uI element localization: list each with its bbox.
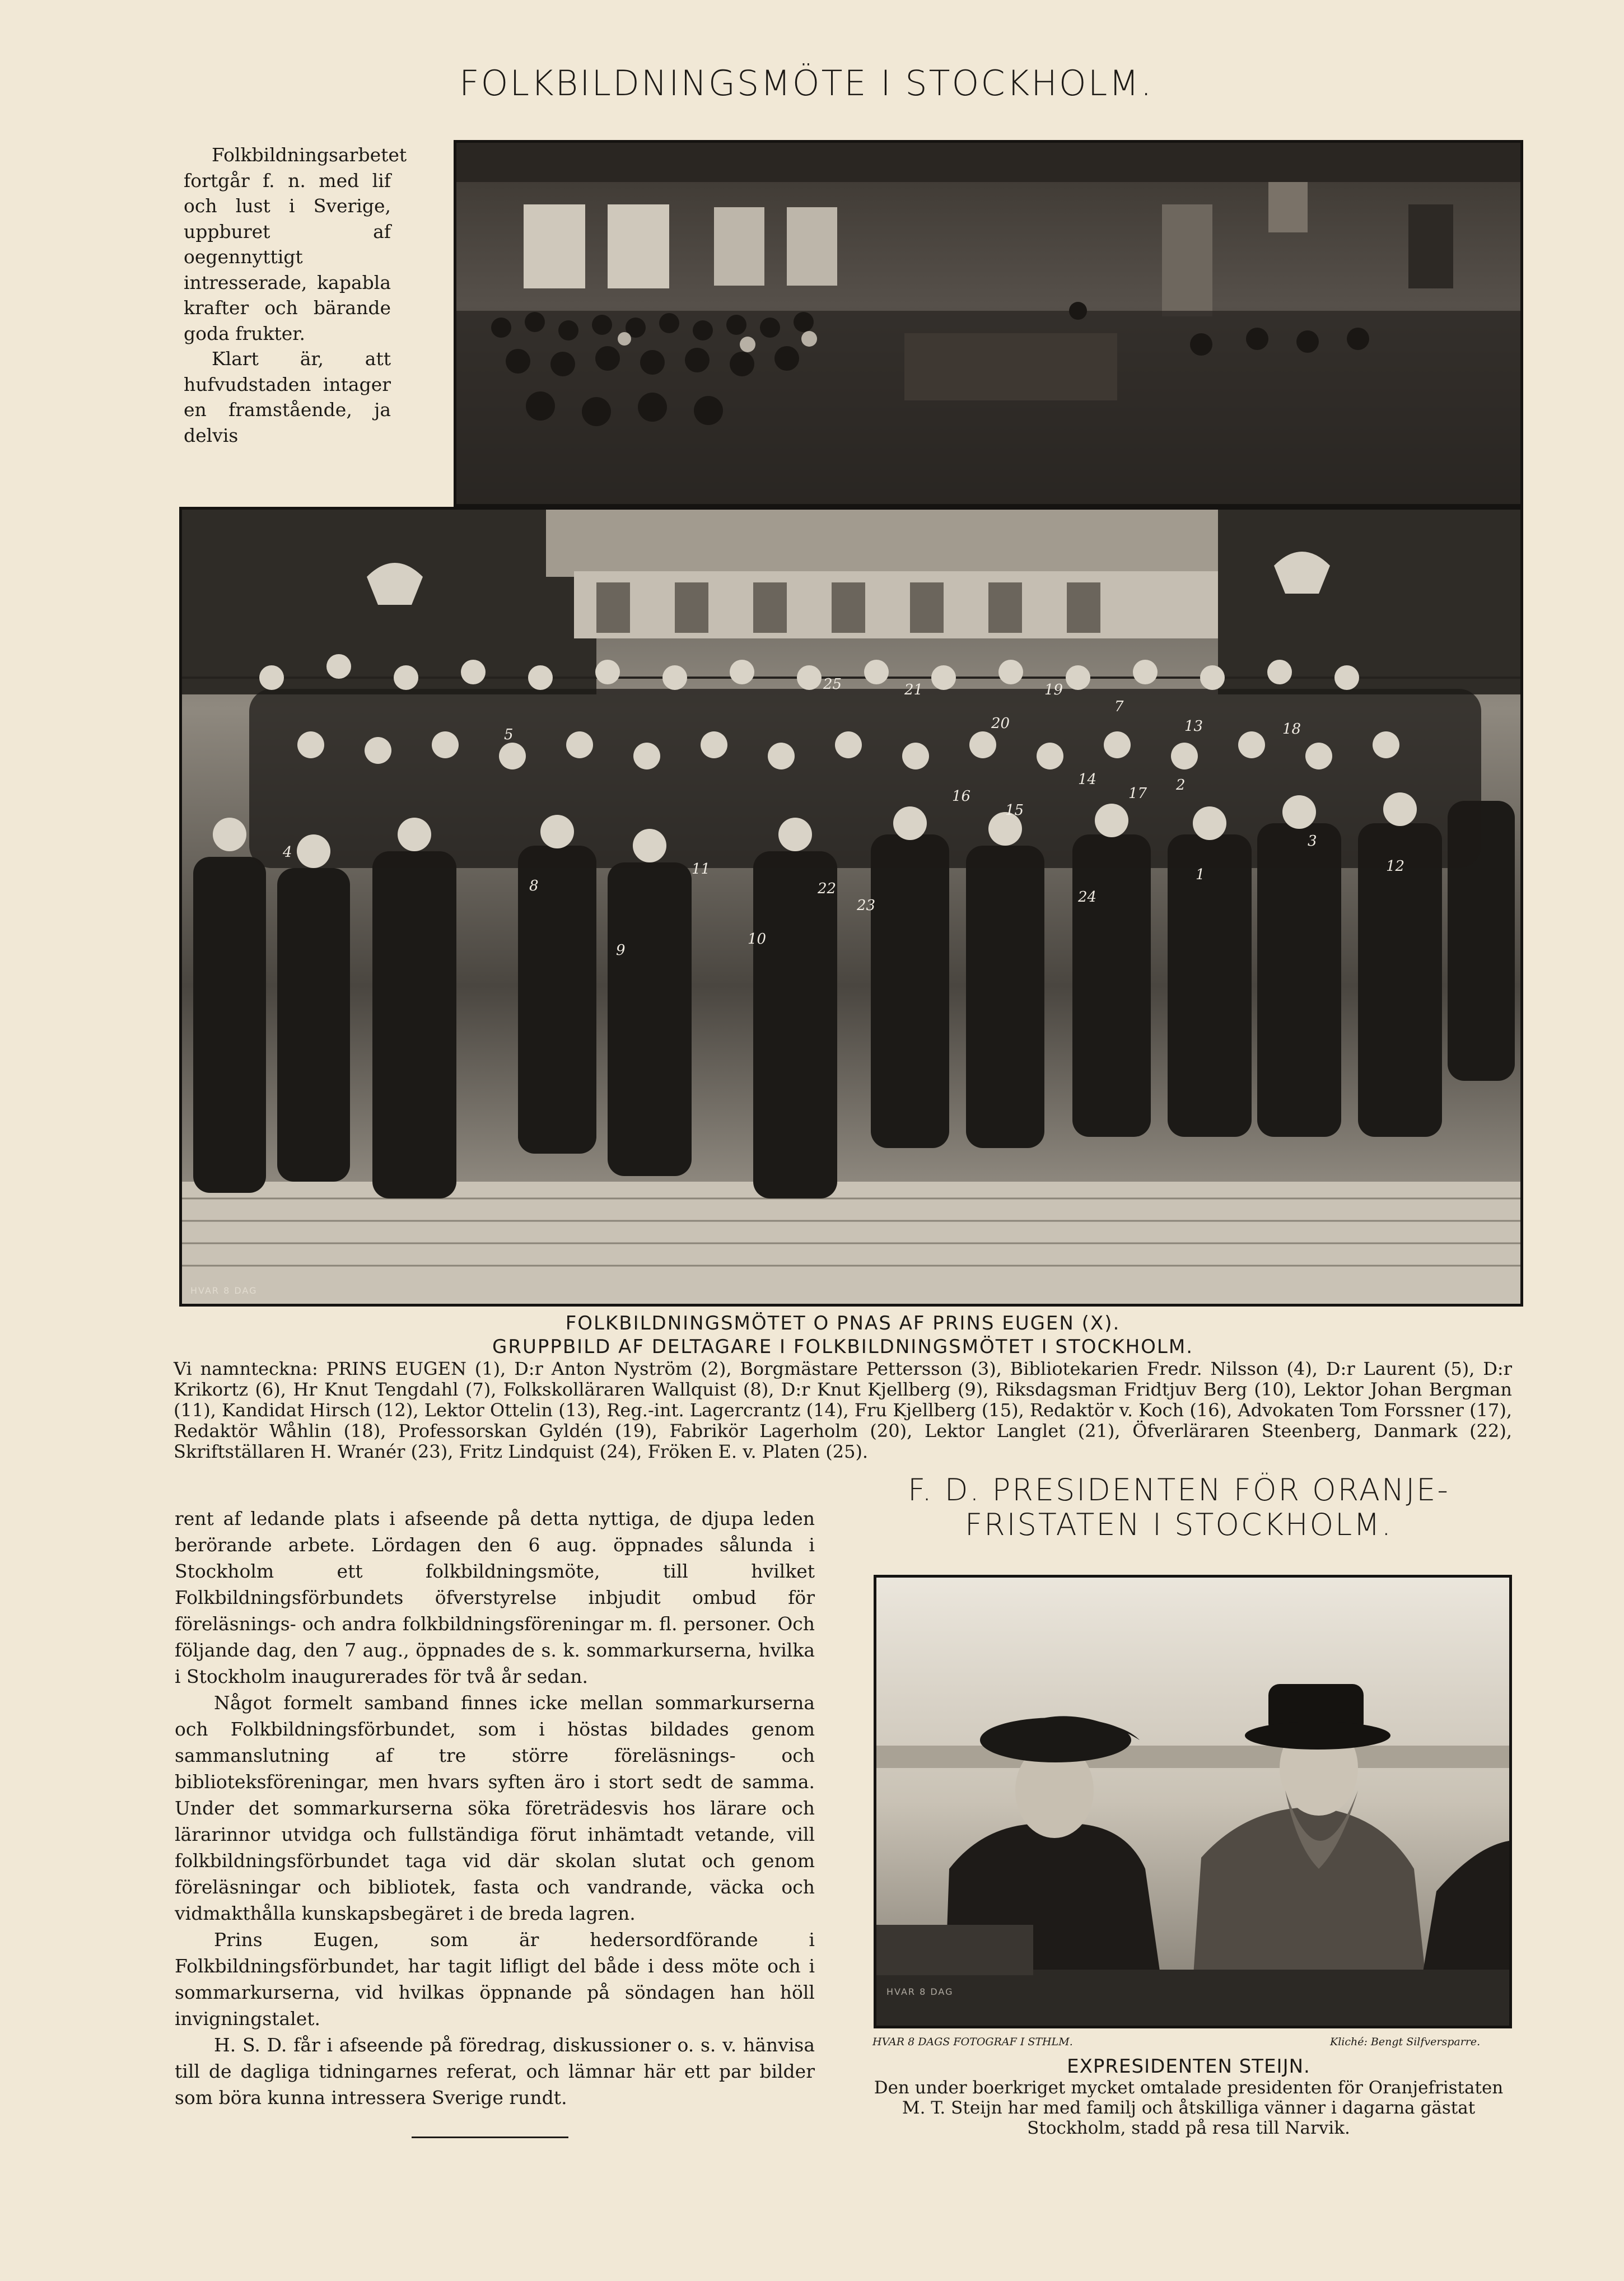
group-number: 16 (952, 788, 971, 805)
group-number: 11 (692, 861, 711, 878)
meeting-hall-photo (454, 140, 1523, 507)
article-body (175, 1505, 815, 2111)
group-number: 21 (904, 682, 923, 698)
group-number: 2 (1176, 777, 1186, 794)
group-number: 14 (1078, 771, 1097, 788)
group-number: 7 (1114, 698, 1124, 715)
group-photo-caption (174, 1312, 1512, 1462)
group-number: 19 (1044, 682, 1063, 698)
group-photo (179, 507, 1523, 1307)
group-number: 8 (529, 878, 539, 894)
group-number: 18 (1282, 721, 1301, 738)
caption-line-1: FOLKBILDNINGSMÖTET O PNAS AF PRINS EUGEN (X). (565, 1312, 1121, 1335)
body-paragraph: H. S. D. får i afseende på föredrag, diskussioner o. s. v. hänvisa till de dagliga tidningarnes referat, och lämnar här ett par bilder som böra kunna intressera Sverige rundt. (175, 2034, 815, 2109)
group-number: 25 (823, 676, 842, 693)
group-number: 1 (1196, 866, 1205, 883)
steijn-portrait-photo (874, 1575, 1512, 2028)
group-number: 3 (1308, 833, 1317, 850)
body-paragraph: Något formelt samband finnes icke mellan sommarkurserna och Folkbildningsförbundet, som i höstas bildades genom sammanslutning af tre större föreläsnings- och biblioteksföreningar, men hvars syften äro i stort sedt de samma. Under det sommarkurserna söka företrädesvis hos lärare och lärarinnor utvidga och fullständiga förut inhämtadt vetande, vill folkbildningsförbundet taga vid där skolan slutat och genom föreläsningar och bibliotek, fasta och vandrande, väcka och vidmakthålla kunskapsbegäret i de breda lagren. (175, 1692, 815, 1924)
group-number: 17 (1128, 785, 1147, 802)
group-number: 13 (1184, 718, 1203, 735)
body-paragraph: Prins Eugen, som är hedersordförande i Folkbildningsförbundet, har tagit lifligt del både i dess möte och i sommarkurserna, vid hvilkas öppnande på söndagen han höll invigningstalet. (175, 1929, 815, 2030)
portrait-caption-text: Den under boerkriget mycket omtalade presidenten för Oranjefristaten M. T. Steijn har med familj och åtskilliga vänner i dagarna gästat Stockholm, stadd på resa till Narvik. (874, 2078, 1504, 2138)
group-number: 22 (818, 880, 837, 897)
photo-credit-mark: HVAR 8 DAG (190, 1285, 258, 1296)
group-number: 4 (283, 844, 292, 861)
group-number: 20 (991, 715, 1010, 732)
group-number: 15 (1005, 802, 1024, 819)
intro-paragraph: Klart är, att hufvudstaden intager en framstående, ja delvis (184, 348, 391, 446)
photographer-credit: HVAR 8 DAGS FOTOGRAF I STHLM. (872, 2036, 1073, 2048)
caption-line-2: GRUPPBILD AF DELTAGARE I FOLKBILDNINGSMÖTET I STOCKHOLM. (492, 1336, 1193, 1358)
page-headline: FOLKBILDNINGSMÖTE I STOCKHOLM. (459, 63, 1154, 104)
photo-mark: HVAR 8 DAG (886, 1986, 954, 1997)
group-number: 10 (748, 931, 767, 948)
engraver-credit: Kliché: Bengt Silfversparre. (1330, 2036, 1481, 2048)
group-number: 12 (1386, 858, 1405, 875)
caption-names: Vi namnteckna: PRINS EUGEN (1), D:r Anton Nyström (2), Borgmästare Pettersson (3), Bibliotekarien Fredr. Nilsson (4), D:r Laurent (5), D:r Krikortz (6), Hr Knut Tengdahl (7), Folkskolläraren Wallquist (8), D:r Knut Kjellberg (9), Riksdagsman Fridtjuv Berg (10), Lektor Johan Bergman (11), Kandidat Hirsch (12), Lektor Ottelin (13), Reg.-int. Lagercrantz (14), Fru Kjellberg (15), Redaktör v. Koch (16), Advokaten Tom Forssner (17), Redaktör Wåhlin (18), Professorskan Gyldén (19), Fabrikör Lagerholm (20), Lektor Langlet (21), Öfverläraren Steenberg, Danmark (22), Skriftställaren H. Wranér (23), Fritz Lindquist (24), Fröken E. v. Platen (25). (174, 1358, 1512, 1462)
secondary-headline: F. D. PRESIDENTEN FÖR ORANJE-FRISTATEN I STOCKHOLM. (908, 1472, 1450, 1542)
group-number: 24 (1078, 889, 1097, 906)
portrait-caption-title: EXPRESIDENTEN STEIJN. (1067, 2055, 1310, 2078)
body-paragraph: rent af ledande plats i afseende på detta nyttiga, de djupa leden berörande arbete. Lördagen den 6 aug. öppnades sålunda i Stockholm ett folkbildningsmöte, till hvilket Folkbildningsförbundets öfverstyrelse inbjudit ombud för föreläsnings- och andra folkbildningsföreningar m. fl. personer. Och följande dag, den 7 aug., öppnades de s. k. sommarkurserna, hvilka i Stockholm inaugurerades för två år sedan. (175, 1508, 815, 1687)
group-number: 23 (857, 897, 876, 914)
intro-paragraph: Folkbildningsarbetet fortgår f. n. med lif och lust i Sverige, uppburet af oegennyttigt intresserade, kapabla krafter och bärande goda frukter. (184, 144, 407, 344)
intro-column (184, 142, 407, 448)
portrait-caption (871, 2055, 1506, 2138)
end-rule (412, 2137, 568, 2138)
group-number: 5 (504, 726, 514, 743)
group-number: 9 (616, 942, 626, 959)
